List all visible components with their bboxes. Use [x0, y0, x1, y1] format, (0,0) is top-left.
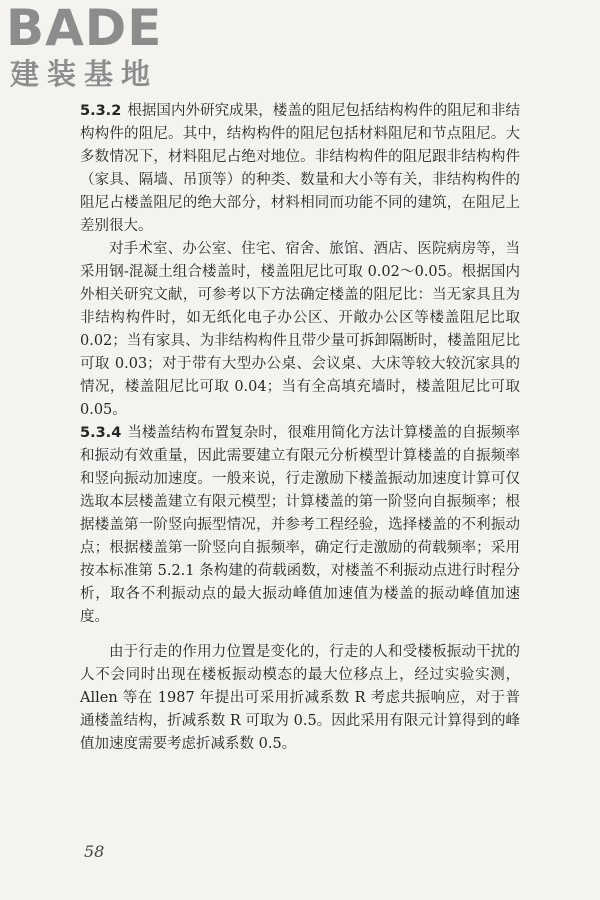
section-number: 5.3.4: [80, 425, 122, 441]
logo-subtitle: 建装基地: [10, 57, 159, 91]
paragraph-damping-ratio: [80, 238, 520, 422]
paragraph-text: 对手术室、办公室、住宅、宿舍、旅馆、酒店、医院病房等，当采用钢-混凝土组合楼盖时，楼盖阻尼比可取 0.02～0.05。根据国内外相关研究文献，可参考以下方法确定楼盖的阻尼比：当无家具且为非结构构件时，如无纸化电子办公区、开敞办公区等楼盖阻尼比取 0.02；当有家具、为非结构构件且带少量可拆卸隔断时，楼盖阻尼比可取 0.03；对于带有大型办公桌、会议桌、大床等较大较沉家具的情况，楼盖阻尼比可取 0.04；当有全高填充墙时，楼盖阻尼比可取 0.05。: [80, 241, 520, 418]
paragraph-reduction-factor: [80, 641, 520, 756]
section-number: 5.3.2: [80, 103, 122, 119]
bade-logo: [6, 2, 176, 94]
paragraph-text: 由于行走的作用力位置是变化的，行走的人和受楼板振动干扰的人不会同时出现在楼板振动模态的最大位移点上，经过实验实测，Allen 等在 1987 年提出可采用折减系数 R 考虑共振响应，对于普通楼盖结构，折减系数 R 可取为 0.5。因此采用有限元计算得到的峰值加速度需要考虑折减系数 0.5。: [80, 644, 520, 752]
logo-wordmark: BADE: [6, 0, 163, 57]
paragraph-5-3-2: [80, 100, 520, 238]
paragraph-gap: [80, 629, 520, 641]
page-number: 58: [84, 842, 105, 861]
paragraph-text: 当楼盖结构布置复杂时，很难用简化方法计算楼盖的自振频率和振动有效重量，因此需要建立有限元分析模型计算楼盖的自振频率和竖向振动加速度。一般来说，行走激励下楼盖振动加速度计算可仅选取本层楼盖建立有限元模型；计算楼盖的第一阶竖向自振频率；根据楼盖第一阶竖向振型情况，并参考工程经验，选择楼盖的不利振动点；根据楼盖第一阶竖向自振频率，确定行走激励的荷载频率；采用按本标准第 5.2.1 条构建的荷载函数，对楼盖不利振动点进行时程分析，取各不利振动点的最大振动峰值加速值为楼盖的振动峰值加速度。: [80, 425, 520, 625]
paragraph-5-3-4: [80, 422, 520, 629]
paragraph-text: 根据国内外研究成果，楼盖的阻尼包括结构构件的阻尼和非结构构件的阻尼。其中，结构构件的阻尼包括材料阻尼和节点阻尼。大多数情况下，材料阻尼占绝对地位。非结构构件的阻尼跟非结构构件（家具、隔墙、吊顶等）的种类、数量和大小等有关，非结构构件的阻尼占楼盖阻尼的绝大部分，材料相同而功能不同的建筑，在阻尼上差别很大。: [80, 103, 520, 234]
page-body: [80, 100, 520, 756]
